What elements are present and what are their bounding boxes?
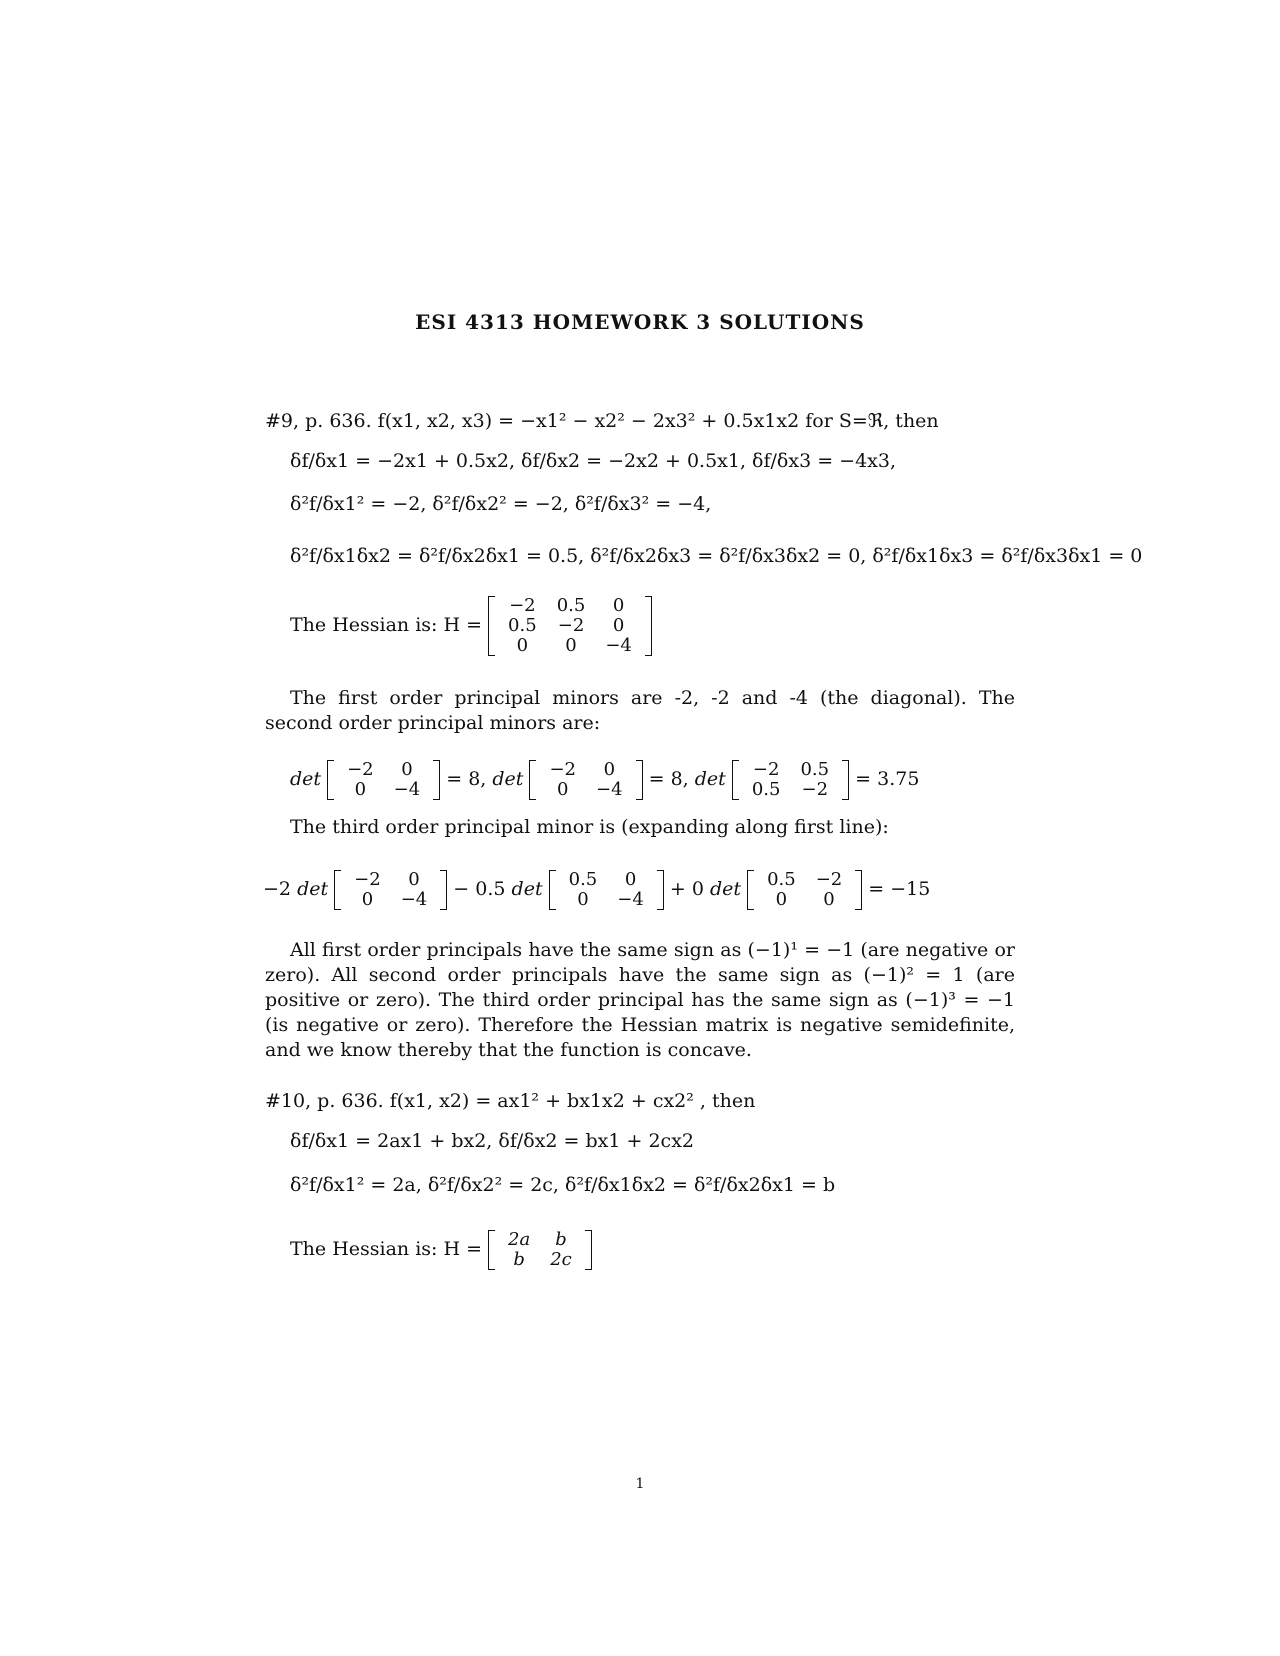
- problem-10-hessian: [290, 1230, 592, 1270]
- problem-9-first-derivatives: δf/δx1 = −2x1 + 0.5x2, δf/δx2 = −2x2 + 0.5x1, δf/δx3 = −4x3,: [290, 450, 897, 472]
- problem-9-mixed-derivatives: δ²f/δx1δx2 = δ²f/δx2δx1 = 0.5, δ²f/δx2δx3 = δ²f/δx3δx2 = 0, δ²f/δx1δx3 = δ²f/δx3δx1 = 0: [290, 545, 1143, 567]
- problem-10-first-derivatives: δf/δx1 = 2ax1 + bx2, δf/δx2 = bx1 + 2cx2: [290, 1130, 694, 1152]
- hessian-label: The Hessian is: H =: [290, 1238, 482, 1260]
- hessian-label: The Hessian is: H =: [290, 614, 482, 636]
- problem-10-second-derivatives: δ²f/δx1² = 2a, δ²f/δx2² = 2c, δ²f/δx1δx2 = δ²f/δx2δx1 = b: [290, 1174, 836, 1196]
- minor-matrix-1: −2 0 0 −4: [327, 760, 440, 800]
- problem-9-hessian: [290, 596, 652, 656]
- page-number: 1: [635, 1476, 645, 1492]
- conclusion-paragraph: All first order principals have the same sign as (−1)¹ = −1 (are negative or zero). All second order principals have the same sign as (−1)² = 1 (are positive or zero). The third order principal has the same sign as (−1)³ = −1 (is negative or zero). Therefore the Hessian matrix is negative semidefinite, and we know thereby that the function is concave.: [265, 939, 1015, 1061]
- hessian-matrix: −2 0.5 0 0.5 −2 0 0 0 −4: [488, 596, 652, 656]
- second-order-minors: det −2 0 0 −4 = 8, det −2 0 0 −4 = 8, det −2 0.5 0.5 −2 = 3.75: [290, 759, 920, 800]
- page-title: ESI 4313 HOMEWORK 3 SOLUTIONS: [415, 310, 865, 334]
- problem-10-heading: #10, p. 636. f(x1, x2) = ax1² + bx1x2 + cx2² , then: [265, 1090, 756, 1112]
- first-minors-paragraph: The first order principal minors are -2, -2 and -4 (the diagonal). The second order principal minors are:: [265, 687, 1015, 734]
- problem-9-second-derivatives: δ²f/δx1² = −2, δ²f/δx2² = −2, δ²f/δx3² = −4,: [290, 493, 712, 515]
- third-minor-intro: The third order principal minor is (expanding along first line):: [290, 816, 889, 838]
- minor-matrix-2: −2 0 0 −4: [529, 760, 642, 800]
- third-order-minor: −2 det −2 0 0 −4 − 0.5 det 0.5 0 0 −4 + 0 det 0.5 −2 0 0 = −15: [263, 869, 931, 910]
- minor-matrix-3: −2 0.5 0.5 −2: [732, 760, 849, 800]
- problem-9-heading: #9, p. 636. f(x1, x2, x3) = −x1² − x2² − 2x3² + 0.5x1x2 for S=ℜ, then: [265, 410, 939, 432]
- cofactor-matrix-2: 0.5 0 0 −4: [549, 870, 664, 910]
- cofactor-matrix-1: −2 0 0 −4: [334, 870, 447, 910]
- cofactor-matrix-3: 0.5 −2 0 0: [747, 870, 862, 910]
- hessian-matrix-2x2: 2a b b 2c: [488, 1230, 592, 1270]
